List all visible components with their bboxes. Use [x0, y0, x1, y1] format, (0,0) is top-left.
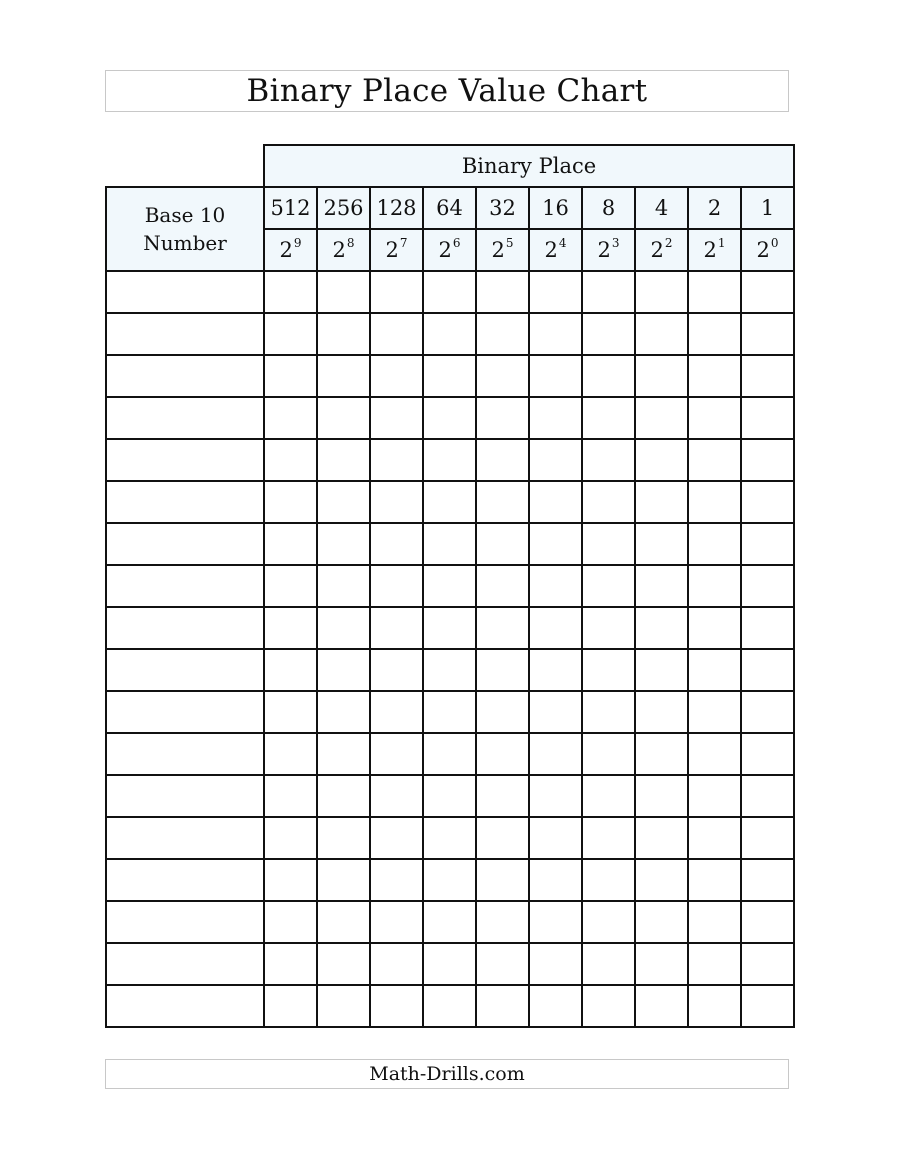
base-10-answer-cell[interactable] — [106, 271, 264, 313]
answer-row — [106, 859, 794, 901]
binary-digit-cell[interactable] — [476, 817, 529, 859]
binary-digit-cell[interactable] — [529, 565, 582, 607]
binary-digit-cell[interactable] — [264, 607, 317, 649]
binary-digit-cell[interactable] — [264, 481, 317, 523]
binary-digit-cell[interactable] — [741, 607, 794, 649]
place-value-cell: 64 — [423, 187, 476, 229]
power-base: 2 — [385, 238, 399, 262]
power-cell — [423, 229, 476, 271]
binary-digit-cell[interactable] — [741, 313, 794, 355]
title-box — [105, 70, 789, 112]
binary-digit-cell[interactable] — [317, 523, 370, 565]
answer-row — [106, 565, 794, 607]
binary-digit-cell[interactable] — [264, 943, 317, 985]
binary-digit-cell[interactable] — [476, 439, 529, 481]
binary-digit-cell[interactable] — [688, 943, 741, 985]
binary-digit-cell[interactable] — [476, 985, 529, 1027]
place-value-cell: 1 — [741, 187, 794, 229]
base-10-answer-cell[interactable] — [106, 523, 264, 565]
power-exponent: 9 — [293, 236, 302, 250]
binary-digit-cell[interactable] — [741, 901, 794, 943]
power-base: 2 — [756, 238, 770, 262]
binary-digit-cell[interactable] — [582, 523, 635, 565]
binary-digit-cell[interactable] — [582, 481, 635, 523]
binary-digit-cell[interactable] — [635, 607, 688, 649]
binary-digit-cell[interactable] — [423, 397, 476, 439]
binary-digit-cell[interactable] — [423, 355, 476, 397]
binary-digit-cell[interactable] — [370, 691, 423, 733]
binary-digit-cell[interactable] — [635, 985, 688, 1027]
binary-digit-cell[interactable] — [423, 313, 476, 355]
binary-digit-cell[interactable] — [370, 565, 423, 607]
answer-row — [106, 817, 794, 859]
binary-digit-cell[interactable] — [476, 607, 529, 649]
answer-row — [106, 691, 794, 733]
power-exponent: 2 — [664, 236, 673, 250]
power-exponent: 3 — [611, 236, 620, 250]
binary-digit-cell[interactable] — [635, 733, 688, 775]
binary-digit-cell[interactable] — [582, 859, 635, 901]
answer-row — [106, 439, 794, 481]
footer-box — [105, 1059, 789, 1089]
place-value-cell: 512 — [264, 187, 317, 229]
binary-digit-cell[interactable] — [423, 271, 476, 313]
place-value-cell: 128 — [370, 187, 423, 229]
binary-place-header: Binary Place — [264, 145, 794, 187]
place-value-cell: 8 — [582, 187, 635, 229]
answer-row — [106, 355, 794, 397]
binary-digit-cell[interactable] — [317, 481, 370, 523]
binary-digit-cell[interactable] — [423, 691, 476, 733]
binary-digit-cell[interactable] — [370, 313, 423, 355]
answer-row — [106, 733, 794, 775]
binary-digit-cell[interactable] — [264, 901, 317, 943]
binary-digit-cell[interactable] — [476, 649, 529, 691]
binary-digit-cell[interactable] — [264, 775, 317, 817]
power-exponent: 8 — [346, 236, 355, 250]
binary-digit-cell[interactable] — [582, 355, 635, 397]
footer-text: Math-Drills.com — [369, 1063, 525, 1085]
binary-digit-cell[interactable] — [741, 565, 794, 607]
base-10-answer-cell[interactable] — [106, 985, 264, 1027]
binary-digit-cell[interactable] — [688, 313, 741, 355]
binary-digit-cell[interactable] — [317, 271, 370, 313]
base-10-answer-cell[interactable] — [106, 439, 264, 481]
binary-digit-cell[interactable] — [582, 565, 635, 607]
binary-digit-cell[interactable] — [370, 859, 423, 901]
binary-digit-cell[interactable] — [317, 985, 370, 1027]
binary-digit-cell[interactable] — [317, 439, 370, 481]
place-value-cell: 4 — [635, 187, 688, 229]
base-10-answer-cell[interactable] — [106, 691, 264, 733]
binary-place-value-table — [105, 144, 795, 1028]
answer-row — [106, 649, 794, 691]
answer-row — [106, 313, 794, 355]
base-10-answer-cell[interactable] — [106, 355, 264, 397]
binary-digit-cell[interactable] — [582, 607, 635, 649]
base-header-line-1: Base 10 — [144, 203, 226, 227]
binary-digit-cell[interactable] — [317, 691, 370, 733]
power-base: 2 — [597, 238, 611, 262]
binary-digit-cell[interactable] — [529, 775, 582, 817]
binary-digit-cell[interactable] — [264, 649, 317, 691]
binary-digit-cell[interactable] — [688, 397, 741, 439]
binary-digit-cell[interactable] — [423, 901, 476, 943]
power-exponent: 7 — [399, 236, 408, 250]
binary-digit-cell[interactable] — [264, 397, 317, 439]
base-10-answer-cell[interactable] — [106, 481, 264, 523]
binary-digit-cell[interactable] — [741, 859, 794, 901]
binary-digit-cell[interactable] — [264, 439, 317, 481]
answer-row — [106, 775, 794, 817]
binary-digit-cell[interactable] — [423, 943, 476, 985]
binary-digit-cell[interactable] — [635, 649, 688, 691]
binary-digit-cell[interactable] — [264, 859, 317, 901]
binary-digit-cell[interactable] — [423, 523, 476, 565]
power-cell — [582, 229, 635, 271]
binary-digit-cell[interactable] — [529, 523, 582, 565]
binary-digit-cell[interactable] — [635, 691, 688, 733]
binary-digit-cell[interactable] — [476, 733, 529, 775]
binary-digit-cell[interactable] — [582, 901, 635, 943]
binary-digit-cell[interactable] — [688, 355, 741, 397]
binary-digit-cell[interactable] — [529, 901, 582, 943]
binary-digit-cell[interactable] — [264, 565, 317, 607]
binary-digit-cell[interactable] — [476, 271, 529, 313]
power-exponent: 5 — [505, 236, 514, 250]
binary-digit-cell[interactable] — [635, 481, 688, 523]
base-10-answer-cell[interactable] — [106, 775, 264, 817]
answer-row — [106, 901, 794, 943]
power-base: 2 — [544, 238, 558, 262]
answer-row — [106, 985, 794, 1027]
binary-digit-cell[interactable] — [741, 775, 794, 817]
binary-digit-cell[interactable] — [529, 859, 582, 901]
binary-digit-cell[interactable] — [423, 607, 476, 649]
answer-row — [106, 397, 794, 439]
base-10-answer-cell[interactable] — [106, 817, 264, 859]
binary-digit-cell[interactable] — [370, 649, 423, 691]
empty-corner-cell — [106, 145, 264, 187]
binary-digit-cell[interactable] — [370, 439, 423, 481]
binary-digit-cell[interactable] — [688, 481, 741, 523]
binary-digit-cell[interactable] — [476, 859, 529, 901]
binary-digit-cell[interactable] — [582, 649, 635, 691]
binary-digit-cell[interactable] — [688, 733, 741, 775]
binary-digit-cell[interactable] — [423, 775, 476, 817]
base-10-answer-cell[interactable] — [106, 943, 264, 985]
power-exponent: 1 — [717, 236, 726, 250]
base-10-number-header — [106, 187, 264, 271]
binary-digit-cell[interactable] — [635, 397, 688, 439]
binary-digit-cell[interactable] — [264, 313, 317, 355]
binary-digit-cell[interactable] — [317, 607, 370, 649]
binary-digit-cell[interactable] — [688, 901, 741, 943]
base-header-line-2: Number — [143, 231, 227, 255]
binary-digit-cell[interactable] — [370, 607, 423, 649]
binary-digit-cell[interactable] — [264, 733, 317, 775]
answer-row — [106, 271, 794, 313]
base-10-answer-cell[interactable] — [106, 397, 264, 439]
binary-digit-cell[interactable] — [582, 271, 635, 313]
binary-digit-cell[interactable] — [529, 271, 582, 313]
binary-digit-cell[interactable] — [476, 901, 529, 943]
binary-digit-cell[interactable] — [635, 775, 688, 817]
binary-digit-cell[interactable] — [741, 397, 794, 439]
base-10-answer-cell[interactable] — [106, 649, 264, 691]
binary-digit-cell[interactable] — [423, 733, 476, 775]
answer-row — [106, 481, 794, 523]
place-value-cell: 16 — [529, 187, 582, 229]
binary-digit-cell[interactable] — [529, 355, 582, 397]
binary-digit-cell[interactable] — [476, 355, 529, 397]
answer-row — [106, 523, 794, 565]
binary-digit-cell[interactable] — [582, 313, 635, 355]
power-cell — [370, 229, 423, 271]
power-exponent: 4 — [558, 236, 567, 250]
binary-digit-cell[interactable] — [423, 439, 476, 481]
binary-digit-cell[interactable] — [264, 523, 317, 565]
binary-digit-cell[interactable] — [635, 859, 688, 901]
binary-digit-cell[interactable] — [370, 775, 423, 817]
binary-digit-cell[interactable] — [529, 481, 582, 523]
binary-digit-cell[interactable] — [635, 901, 688, 943]
binary-digit-cell[interactable] — [423, 985, 476, 1027]
place-value-cell: 2 — [688, 187, 741, 229]
power-exponent: 6 — [452, 236, 461, 250]
binary-digit-cell[interactable] — [635, 313, 688, 355]
binary-digit-cell[interactable] — [741, 985, 794, 1027]
binary-digit-cell[interactable] — [423, 649, 476, 691]
binary-digit-cell[interactable] — [476, 523, 529, 565]
binary-digit-cell[interactable] — [582, 817, 635, 859]
binary-digit-cell[interactable] — [582, 691, 635, 733]
power-base: 2 — [491, 238, 505, 262]
binary-digit-cell[interactable] — [741, 355, 794, 397]
base-10-answer-cell[interactable] — [106, 565, 264, 607]
binary-digit-cell[interactable] — [476, 943, 529, 985]
base-10-answer-cell[interactable] — [106, 607, 264, 649]
binary-digit-cell[interactable] — [688, 859, 741, 901]
binary-digit-cell[interactable] — [317, 565, 370, 607]
binary-digit-cell[interactable] — [529, 313, 582, 355]
binary-digit-cell[interactable] — [635, 439, 688, 481]
power-base: 2 — [332, 238, 346, 262]
binary-digit-cell[interactable] — [476, 481, 529, 523]
binary-digit-cell[interactable] — [264, 355, 317, 397]
binary-digit-cell[interactable] — [741, 523, 794, 565]
binary-digit-cell[interactable] — [370, 271, 423, 313]
binary-digit-cell[interactable] — [582, 943, 635, 985]
binary-digit-cell[interactable] — [264, 271, 317, 313]
base-10-answer-cell[interactable] — [106, 733, 264, 775]
binary-digit-cell[interactable] — [317, 355, 370, 397]
binary-digit-cell[interactable] — [370, 985, 423, 1027]
binary-digit-cell[interactable] — [264, 985, 317, 1027]
binary-digit-cell[interactable] — [370, 523, 423, 565]
binary-digit-cell[interactable] — [635, 565, 688, 607]
binary-digit-cell[interactable] — [370, 901, 423, 943]
power-base: 2 — [438, 238, 452, 262]
binary-digit-cell[interactable] — [317, 397, 370, 439]
binary-digit-cell[interactable] — [635, 817, 688, 859]
binary-digit-cell[interactable] — [741, 691, 794, 733]
binary-digit-cell[interactable] — [317, 817, 370, 859]
place-value-cell: 256 — [317, 187, 370, 229]
binary-digit-cell[interactable] — [635, 943, 688, 985]
binary-digit-cell[interactable] — [317, 859, 370, 901]
binary-digit-cell[interactable] — [317, 943, 370, 985]
binary-digit-cell[interactable] — [741, 943, 794, 985]
binary-digit-cell[interactable] — [370, 733, 423, 775]
binary-digit-cell[interactable] — [582, 775, 635, 817]
base-10-answer-cell[interactable] — [106, 859, 264, 901]
binary-digit-cell[interactable] — [529, 397, 582, 439]
binary-digit-cell[interactable] — [476, 691, 529, 733]
binary-digit-cell[interactable] — [423, 481, 476, 523]
binary-digit-cell[interactable] — [370, 943, 423, 985]
binary-digit-cell[interactable] — [582, 439, 635, 481]
place-value-cell: 32 — [476, 187, 529, 229]
binary-digit-cell[interactable] — [688, 271, 741, 313]
binary-digit-cell[interactable] — [635, 271, 688, 313]
power-cell — [476, 229, 529, 271]
binary-digit-cell[interactable] — [688, 817, 741, 859]
binary-digit-cell[interactable] — [688, 985, 741, 1027]
power-cell — [317, 229, 370, 271]
binary-digit-cell[interactable] — [635, 355, 688, 397]
binary-digit-cell[interactable] — [741, 733, 794, 775]
binary-digit-cell[interactable] — [476, 775, 529, 817]
binary-digit-cell[interactable] — [741, 439, 794, 481]
power-cell — [688, 229, 741, 271]
binary-digit-cell[interactable] — [476, 397, 529, 439]
group-header-row — [106, 145, 794, 187]
binary-digit-cell[interactable] — [582, 985, 635, 1027]
binary-digit-cell[interactable] — [476, 313, 529, 355]
binary-digit-cell[interactable] — [688, 775, 741, 817]
binary-digit-cell[interactable] — [582, 397, 635, 439]
binary-digit-cell[interactable] — [317, 649, 370, 691]
power-base: 2 — [279, 238, 293, 262]
binary-digit-cell[interactable] — [423, 817, 476, 859]
binary-digit-cell[interactable] — [741, 817, 794, 859]
binary-digit-cell[interactable] — [370, 355, 423, 397]
binary-digit-cell[interactable] — [529, 943, 582, 985]
binary-digit-cell[interactable] — [317, 733, 370, 775]
binary-digit-cell[interactable] — [688, 523, 741, 565]
binary-digit-cell[interactable] — [317, 313, 370, 355]
binary-digit-cell[interactable] — [317, 775, 370, 817]
binary-digit-cell[interactable] — [264, 691, 317, 733]
binary-digit-cell[interactable] — [635, 523, 688, 565]
binary-digit-cell[interactable] — [529, 439, 582, 481]
binary-digit-cell[interactable] — [529, 817, 582, 859]
binary-digit-cell[interactable] — [741, 649, 794, 691]
place-value-row — [106, 187, 794, 229]
power-exponent: 0 — [770, 236, 779, 250]
power-cell — [635, 229, 688, 271]
base-10-answer-cell[interactable] — [106, 901, 264, 943]
binary-digit-cell[interactable] — [688, 607, 741, 649]
binary-digit-cell[interactable] — [264, 817, 317, 859]
binary-digit-cell[interactable] — [529, 985, 582, 1027]
page-title: Binary Place Value Chart — [246, 73, 648, 109]
binary-digit-cell[interactable] — [370, 397, 423, 439]
binary-digit-cell[interactable] — [688, 691, 741, 733]
answer-row — [106, 943, 794, 985]
binary-digit-cell[interactable] — [688, 439, 741, 481]
binary-digit-cell[interactable] — [529, 691, 582, 733]
binary-digit-cell[interactable] — [529, 733, 582, 775]
answer-row — [106, 607, 794, 649]
binary-digit-cell[interactable] — [582, 733, 635, 775]
power-cell — [741, 229, 794, 271]
power-base: 2 — [703, 238, 717, 262]
binary-digit-cell[interactable] — [317, 901, 370, 943]
binary-digit-cell[interactable] — [476, 565, 529, 607]
binary-digit-cell[interactable] — [741, 481, 794, 523]
binary-digit-cell[interactable] — [423, 859, 476, 901]
binary-digit-cell[interactable] — [688, 649, 741, 691]
base-10-answer-cell[interactable] — [106, 313, 264, 355]
binary-digit-cell[interactable] — [529, 649, 582, 691]
binary-digit-cell[interactable] — [688, 565, 741, 607]
binary-digit-cell[interactable] — [370, 817, 423, 859]
power-cell — [264, 229, 317, 271]
power-base: 2 — [650, 238, 664, 262]
binary-digit-cell[interactable] — [529, 607, 582, 649]
binary-digit-cell[interactable] — [370, 481, 423, 523]
binary-digit-cell[interactable] — [423, 565, 476, 607]
binary-digit-cell[interactable] — [741, 271, 794, 313]
power-cell — [529, 229, 582, 271]
